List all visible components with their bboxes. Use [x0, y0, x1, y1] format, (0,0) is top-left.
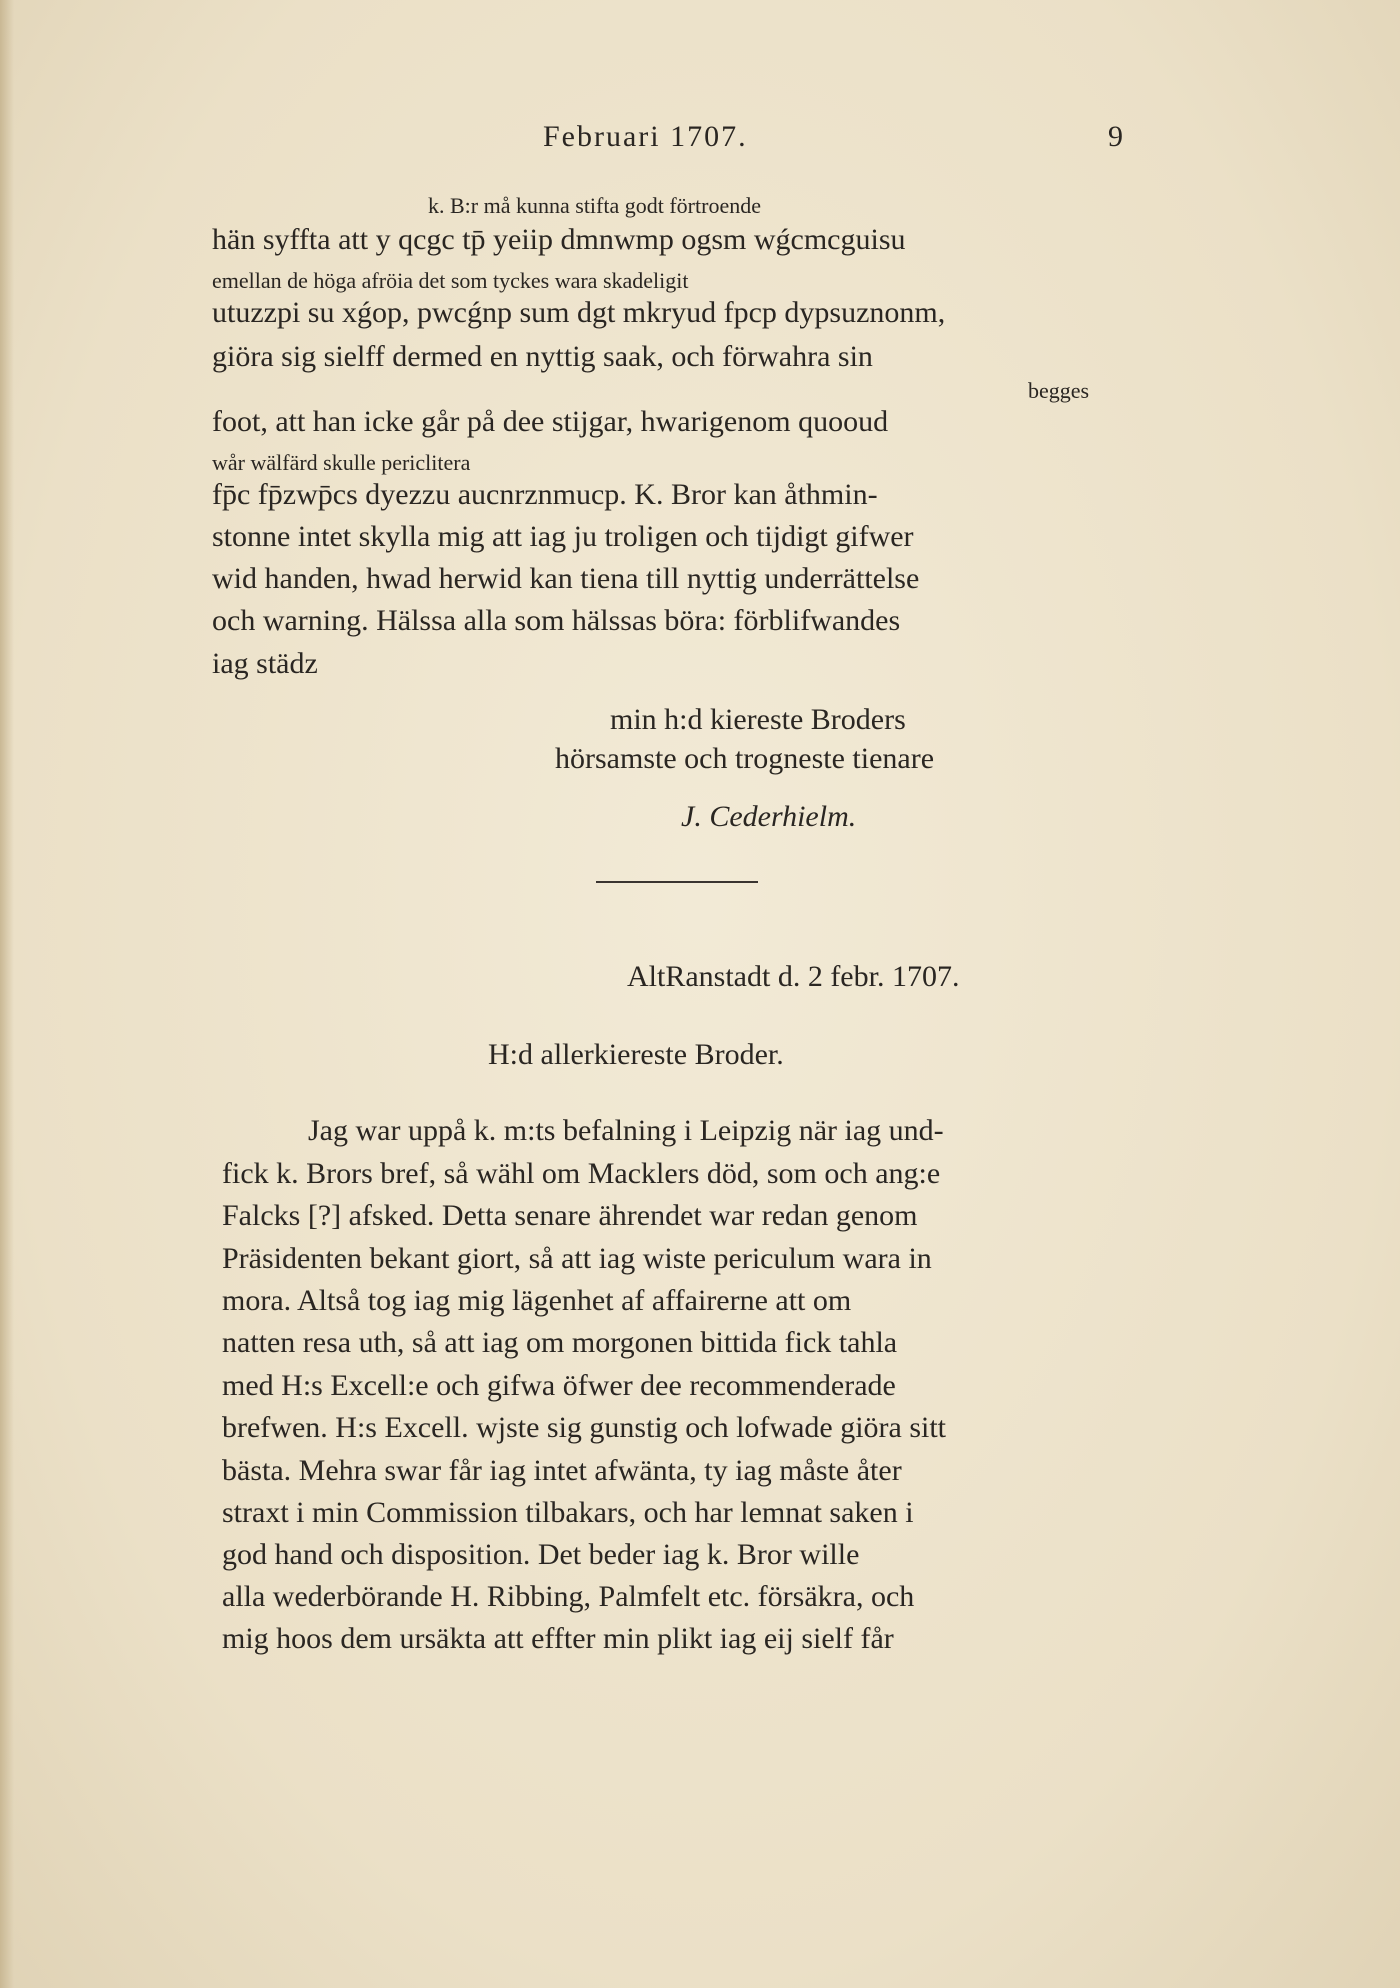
section-divider	[596, 881, 758, 883]
decode-line-4: wår wälfärd skulle periclitera	[212, 450, 471, 475]
dateline: AltRanstadt d. 2 febr. 1707.	[627, 960, 960, 993]
letter2-line: fick k. Brors bref, så wähl om Macklers död, som och ang:e	[222, 1157, 941, 1190]
page-number: 9	[1108, 120, 1123, 153]
cipher-line-1: hän syffta att y qcgc tp̄ yeiip dmnwmp ogsm wǵcmcguisu	[212, 223, 906, 256]
text-line-6: stonne intet skylla mig att iag ju troligen och tijdigt gifwer	[212, 520, 914, 553]
closing-line-1: min h:d kiereste Broders	[610, 703, 906, 736]
letter2-line: Jag war uppå k. m:ts befalning i Leipzig när iag und-	[308, 1114, 944, 1147]
text-line-3: giöra sig sielff dermed en nyttig saak, och förwahra sin	[212, 340, 873, 373]
letter2-line: natten resa uth, så att iag om morgonen bittida fick tahla	[222, 1326, 898, 1359]
letter2-line: bästa. Mehra swar får iag intet afwänta, ty iag måste åter	[222, 1454, 902, 1487]
text-line-9: iag städz	[212, 647, 318, 680]
letter2-line: brefwen. H:s Excell. wjste sig gunstig och lofwade giöra sitt	[222, 1411, 947, 1444]
letter2-line: straxt i min Commission tilbakars, och har lemnat saken i	[222, 1496, 914, 1529]
text-line-7: wid handen, hwad herwid kan tiena till nyttig underrättelse	[212, 562, 920, 595]
text-line-4: foot, att han icke går på dee stijgar, hwarigenom quooud	[212, 405, 889, 438]
cipher-line-2: utuzzpi su xǵop, pwcǵnp sum dgt mkryud fpcp dypsuznonm,	[212, 296, 946, 329]
letter2-line: mora. Altså tog iag mig lägenhet af affairerne att om	[222, 1284, 852, 1317]
page-edge-shadow	[0, 0, 14, 1988]
salutation: H:d allerkiereste Broder.	[488, 1038, 784, 1071]
decode-line-3: begges	[1028, 378, 1090, 403]
text-line-5: fp̄c fp̄zwp̄cs dyezzu aucnrznmucp. K. Bror kan åthmin-	[212, 478, 878, 511]
signature: J. Cederhielm.	[681, 800, 857, 833]
letter2-line: Falcks [?] afsked. Detta senare ährendet war redan genom	[222, 1199, 918, 1232]
letter2-line: god hand och disposition. Det beder iag k. Bror wille	[222, 1538, 860, 1571]
running-header: Februari 1707.	[543, 120, 748, 153]
text-line-8: och warning. Hälssa alla som hälssas böra: förblifwandes	[212, 604, 901, 637]
letter2-line: mig hoos dem ursäkta att effter min plikt iag eij sielf får	[222, 1622, 894, 1655]
decode-line-1: k. B:r må kunna stifta godt förtroende	[428, 193, 761, 218]
letter2-line: med H:s Excell:e och gifwa öfwer dee recommenderade	[222, 1369, 896, 1402]
letter2-line: alla wederbörande H. Ribbing, Palmfelt etc. försäkra, och	[222, 1580, 915, 1613]
letter2-line: Präsidenten bekant giort, så att iag wiste periculum wara in	[222, 1242, 932, 1275]
decode-line-2: emellan de höga afröia det som tyckes wara skadeligit	[212, 268, 689, 293]
closing-line-2: hörsamste och trogneste tienare	[555, 742, 935, 775]
